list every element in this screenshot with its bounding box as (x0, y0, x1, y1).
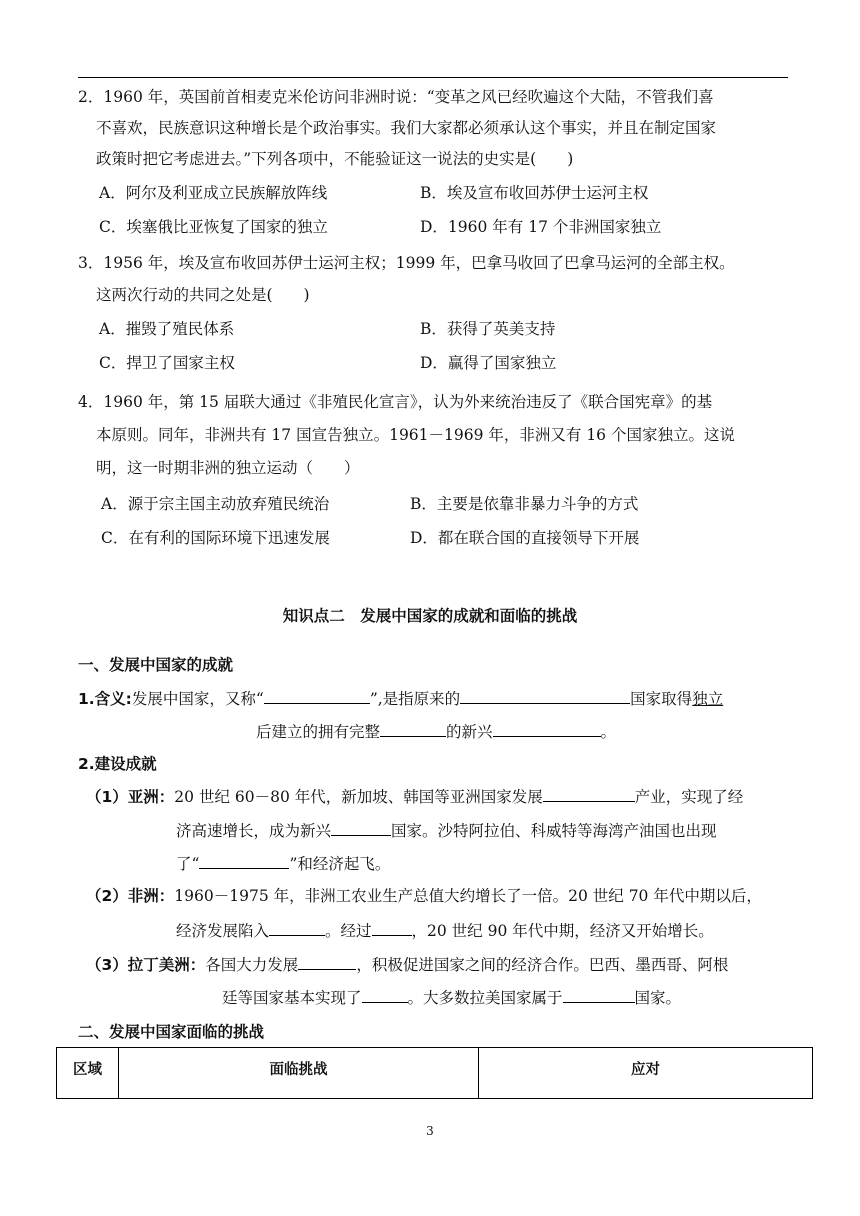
meaning-line-2: 后建立的拥有完整 的新兴 。 (256, 720, 616, 742)
q4-option-c: C．在有利的国际环境下迅速发展 (101, 529, 330, 547)
achievements-heading: 2.建设成就 (78, 755, 157, 773)
africa-line-1: （2）非洲：1960－1975 年，非洲工农业生产总值大约增长了一倍。20 世纪 70 年代中期以后， (86, 887, 762, 905)
part1-heading: 一、发展中国家的成就 (78, 656, 234, 674)
q4-option-a: A．源于宗主国主动放弃殖民统治 (101, 495, 330, 513)
page-number: 3 (426, 1124, 434, 1138)
q2-option-d: D．1960 年有 17 个非洲国家独立 (420, 218, 662, 236)
q3-option-a: A．摧毁了殖民体系 (99, 320, 235, 338)
q4-line-1: 4．1960 年，第 15 届联大通过《非殖民化宣言》，认为外来统治违反了《联合国宪章》的基 (78, 393, 713, 411)
q2-option-a: A．阿尔及利亚成立民族解放阵线 (99, 184, 328, 202)
asia-line-1: （1）亚洲：20 世纪 60－80 年代，新加坡、韩国等亚洲国家发展 产业，实现了经 (86, 785, 743, 807)
africa-label: （2）非洲： (86, 887, 175, 905)
part2-heading: 二、发展中国家面临的挑战 (78, 1023, 265, 1041)
latam-label: （3）拉丁美洲： (86, 956, 206, 974)
q4-line-3: 明，这一时期非洲的独立运动（ ） (96, 459, 360, 477)
q3-option-d: D．赢得了国家独立 (420, 354, 557, 372)
section-title: 知识点二 发展中国家的成就和面临的挑战 (282, 607, 578, 625)
blank-field[interactable] (460, 687, 630, 704)
q4-line-2: 本原则。同年，非洲共有 17 国宣告独立。1961－1969 年，非洲又有 16 个国家独立。这说 (96, 426, 735, 444)
blank-field[interactable] (298, 953, 356, 970)
asia-line-2: 济高速增长，成为新兴 国家。沙特阿拉伯、科威特等海湾产油国也出现 (176, 819, 717, 841)
blank-field[interactable] (372, 919, 412, 936)
challenge-table (56, 1047, 813, 1099)
q3-option-c: C．捍卫了国家主权 (99, 354, 235, 372)
q2-line-3: 政策时把它考虑进去。”下列各项中，不能验证这一说法的史实是( ) (96, 150, 574, 168)
header-region: 区域 (57, 1048, 119, 1099)
blank-field[interactable] (543, 785, 635, 802)
latam-line-1: （3）拉丁美洲：各国大力发展 ，积极促进国家之间的经济合作。巴西、墨西哥、阿根 (86, 953, 728, 975)
blank-field[interactable] (269, 919, 325, 936)
header-rule (78, 77, 788, 78)
blank-field[interactable] (380, 720, 446, 737)
blank-field[interactable] (331, 819, 391, 836)
africa-line-2: 经济发展陷入 。经过 ，20 世纪 90 年代中期，经济又开始增长。 (176, 919, 714, 941)
q2-option-c: C．埃塞俄比亚恢复了国家的独立 (99, 218, 328, 236)
q2-line-1: 2．1960 年，英国前首相麦克米伦访问非洲时说：“变革之风已经吹遍这个大陆，不管我们喜 (78, 88, 714, 106)
blank-field[interactable] (493, 720, 601, 737)
blank-field[interactable] (199, 852, 289, 869)
q2-option-b: B．埃及宣布收回苏伊士运河主权 (420, 184, 649, 202)
blank-field[interactable] (563, 986, 635, 1003)
asia-label: （1）亚洲： (86, 788, 175, 806)
meaning-label: 1.含义: (78, 690, 132, 708)
q3-line-1: 3．1956 年，埃及宣布收回苏伊士运河主权；1999 年，巴拿马收回了巴拿马运河的全部主权。 (78, 254, 735, 272)
q3-option-b: B．获得了英美支持 (420, 320, 556, 338)
q4-option-d: D．都在联合国的直接领导下开展 (410, 529, 640, 547)
latam-line-2: 廷等国家基本实现了 。大多数拉美国家属于 国家。 (222, 986, 681, 1008)
blank-field[interactable] (264, 687, 370, 704)
table-header-row (57, 1048, 813, 1099)
blank-field[interactable] (362, 986, 408, 1003)
q3-line-2: 这两次行动的共同之处是( ) (96, 286, 310, 304)
meaning-line-1: 1.含义:发展中国家，又称“ ”,是指原来的 国家取得独立 (78, 687, 723, 709)
q4-option-b: B．主要是依靠非暴力斗争的方式 (410, 495, 639, 513)
header-challenges: 面临挑战 (119, 1048, 479, 1099)
q2-line-2: 不喜欢，民族意识这种增长是个政治事实。我们大家都必须承认这个事实，并且在制定国家 (96, 119, 717, 137)
header-response: 应对 (479, 1048, 813, 1099)
asia-line-3: 了“ ”和经济起飞。 (176, 852, 390, 874)
